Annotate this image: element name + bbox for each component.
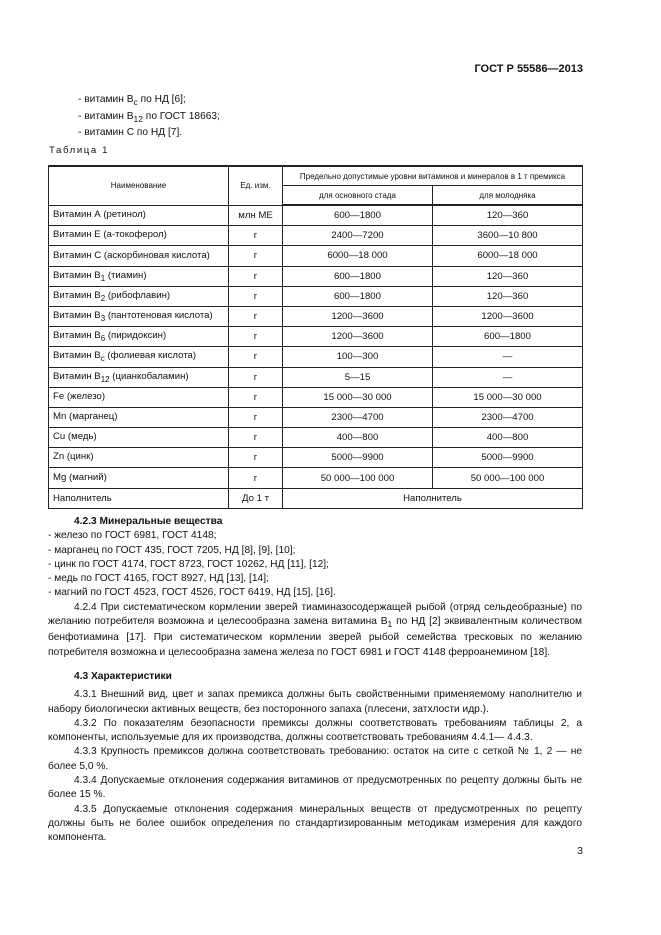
list-item <box>78 110 220 127</box>
table-row <box>49 367 583 387</box>
cell-unit: г <box>229 347 283 367</box>
cell-unit: млн МЕ <box>229 205 283 226</box>
cell-unit: г <box>229 468 283 488</box>
paragraph-4-2-4 <box>48 601 582 660</box>
subscript: c <box>133 97 138 108</box>
cell-main-herd: 15 000—30 000 <box>283 387 433 407</box>
list-item <box>78 93 220 110</box>
cell-young: 400—800 <box>433 428 583 448</box>
cell-main-herd: 600—1800 <box>283 286 433 306</box>
vitamin-mineral-table <box>48 165 583 509</box>
cell-text: Витамин А (ретинол) <box>53 208 146 220</box>
cell-unit: г <box>229 387 283 407</box>
subscript: 1 <box>100 273 106 283</box>
paragraph-text: по НД [2] эквивалентным количеством бенфотиамина [17]. При систематическом кормлении зверей рыбой семейства тресковых по желанию потребителя возможна и целесообразна замена железа по ГОСТ 6981 и ГОСТ 4148 ферроанемином [18]. <box>48 616 582 658</box>
cell-main-herd: 1200—3600 <box>283 327 433 347</box>
cell-unit: г <box>229 448 283 468</box>
cell-text: Zn (цинк) <box>53 451 94 463</box>
cell-name <box>49 205 229 226</box>
subscript: c <box>100 354 105 364</box>
table-row <box>49 387 583 407</box>
table-row <box>49 306 583 326</box>
cell-text: Витамин Е (а-токоферол) <box>53 229 167 241</box>
cell-unit: г <box>229 286 283 306</box>
cell-value: Наполнитель <box>283 488 583 508</box>
cell-young: 600—1800 <box>433 327 583 347</box>
cell-name <box>49 226 229 246</box>
cell-unit: До 1 т <box>229 488 283 508</box>
cell-young: 15 000—30 000 <box>433 387 583 407</box>
subscript: 2 <box>100 293 106 303</box>
list-item: - марганец по ГОСТ 435, ГОСТ 7205, НД [8], [9], [10]; <box>48 544 296 556</box>
table-row <box>49 226 583 246</box>
cell-name <box>49 286 229 306</box>
cell-main-herd: 2300—4700 <box>283 407 433 427</box>
cell-young: — <box>433 347 583 367</box>
cell-name <box>49 448 229 468</box>
table-row <box>49 246 583 266</box>
table-row <box>49 407 583 427</box>
paragraph-4-3-3: 4.3.3 Крупность премиксов должна соответствовать требованию: остаток на сите с сеткой № 1, 2 — не более 5,0 %. <box>48 746 582 772</box>
section-heading-4-2-3: 4.2.3 Минеральные вещества <box>74 516 223 527</box>
main-text <box>48 515 582 846</box>
cell-main-herd: 5000—9900 <box>283 448 433 468</box>
column-group-header: Предельно допустимые уровни витаминов и минералов в 1 т премикса <box>283 166 583 186</box>
cell-name <box>49 246 229 266</box>
subscript: 12 <box>100 374 110 384</box>
intro-vitamin-list <box>78 93 220 141</box>
paragraph-4-3-5: 4.3.5 Допускаемые отклонения содержания минеральных веществ от предусмотренных по рецепту должны быть не более ошибок определения по стандартизированным методикам измерения для каждого компонента. <box>48 803 582 844</box>
column-header-main-herd: для основного стада <box>283 186 433 206</box>
cell-main-herd: 400—800 <box>283 428 433 448</box>
table-row <box>49 468 583 488</box>
list-item-text: по ГОСТ 18663; <box>142 110 220 122</box>
cell-text: Витамин B <box>53 269 101 281</box>
cell-text: (пантотеновая кислота) <box>105 310 213 322</box>
cell-text: (цианкобаламин) <box>109 370 189 382</box>
section-heading-4-3: 4.3 Характеристики <box>74 671 172 682</box>
table-row <box>49 205 583 226</box>
table-row <box>49 266 583 286</box>
list-item-text: - витамин B <box>78 110 134 122</box>
cell-unit: г <box>229 327 283 347</box>
cell-text: (рибофлавин) <box>105 289 171 301</box>
subscript: 12 <box>133 113 143 124</box>
table-caption: Таблица 1 <box>49 145 110 156</box>
cell-unit: г <box>229 306 283 326</box>
cell-main-herd: 600—1800 <box>283 205 433 226</box>
cell-name <box>49 387 229 407</box>
cell-name <box>49 306 229 326</box>
cell-text: Витамин С (аскорбиновая кислота) <box>53 249 210 261</box>
cell-name <box>49 327 229 347</box>
cell-name <box>49 367 229 387</box>
cell-text: Cu (медь) <box>53 431 97 443</box>
table-row <box>49 428 583 448</box>
paragraph-4-3-4: 4.3.4 Допускаемые отклонения содержания витаминов от предусмотренных по рецепту должны быть не более 15 %. <box>48 775 582 801</box>
cell-unit: г <box>229 246 283 266</box>
cell-unit: г <box>229 407 283 427</box>
cell-name <box>49 266 229 286</box>
cell-young: 120—360 <box>433 205 583 226</box>
cell-unit: г <box>229 226 283 246</box>
cell-text: (пиридоксин) <box>105 330 167 342</box>
paragraph-text: 4.2.4 При систематическом кормлении зверей тиаминазосодержащей рыбой (отряд сельдеобразные) по желанию потребителя возможна и целесообразна замена витамина B <box>48 601 582 628</box>
cell-text: Fe (железо) <box>53 390 106 402</box>
cell-young: 120—360 <box>433 286 583 306</box>
column-header-unit: Ед. изм. <box>229 166 283 205</box>
cell-young: 1200—3600 <box>433 306 583 326</box>
subscript: 3 <box>100 313 106 323</box>
list-item: - медь по ГОСТ 4165, ГОСТ 8927, НД [13], [14]; <box>48 573 269 585</box>
table-row <box>49 327 583 347</box>
column-header-young: для молодняка <box>433 186 583 206</box>
table-row-filler <box>49 488 583 508</box>
cell-young: 3600—10 800 <box>433 226 583 246</box>
cell-text: Витамин B <box>53 310 101 322</box>
page-number: 3 <box>577 845 583 857</box>
cell-text: Mg (магний) <box>53 471 107 483</box>
list-item: - цинк по ГОСТ 4174, ГОСТ 8723, ГОСТ 10262, НД [11], [12]; <box>48 558 329 570</box>
list-item: - магний по ГОСТ 4523, ГОСТ 4526, ГОСТ 6419, НД [15], [16]. <box>48 587 336 599</box>
column-header-name: Наименование <box>49 166 229 205</box>
list-item <box>78 126 220 141</box>
cell-text: Витамин B <box>53 350 101 362</box>
list-item-text: - витамин B <box>78 94 134 105</box>
paragraph-4-3-2: 4.3.2 По показателям безопасности премиксы должны соответствовать требованиям таблицы 2, а компоненты, используемые для их производства, должны соответствовать требованиям 4.4.1— 4.4.3. <box>48 717 582 744</box>
cell-young: 50 000—100 000 <box>433 468 583 488</box>
list-item: - железо по ГОСТ 6981, ГОСТ 4148; <box>48 530 217 542</box>
cell-name <box>49 347 229 367</box>
standard-number: ГОСТ Р 55586—2013 <box>474 63 583 75</box>
cell-main-herd: 50 000—100 000 <box>283 468 433 488</box>
cell-name <box>49 428 229 448</box>
list-item-text: - витамин С по НД [7]. <box>78 127 183 139</box>
table-row <box>49 347 583 367</box>
cell-main-herd: 1200—3600 <box>283 306 433 326</box>
cell-name: Наполнитель <box>49 488 229 508</box>
cell-text: Витамин B <box>53 289 101 301</box>
subscript: 6 <box>100 334 106 344</box>
cell-main-herd: 2400—7200 <box>283 226 433 246</box>
cell-name <box>49 407 229 427</box>
cell-main-herd: 100—300 <box>283 347 433 367</box>
cell-text: Витамин B <box>53 370 101 382</box>
cell-young: 2300—4700 <box>433 407 583 427</box>
cell-unit: г <box>229 428 283 448</box>
cell-text: Витамин B <box>53 330 101 342</box>
cell-main-herd: 5—15 <box>283 367 433 387</box>
subscript: 1 <box>387 619 393 630</box>
cell-young: 5000—9900 <box>433 448 583 468</box>
table-row <box>49 286 583 306</box>
cell-young: — <box>433 367 583 387</box>
list-item-text: по НД [6]; <box>137 94 186 105</box>
cell-young: 6000—18 000 <box>433 246 583 266</box>
table-row <box>49 448 583 468</box>
cell-name <box>49 468 229 488</box>
cell-unit: г <box>229 266 283 286</box>
cell-main-herd: 6000—18 000 <box>283 246 433 266</box>
cell-main-herd: 600—1800 <box>283 266 433 286</box>
cell-text: Mn (марганец) <box>53 411 118 423</box>
paragraph-4-3-1: 4.3.1 Внешний вид, цвет и запах премикса должны быть свойственными применяемому наполнителю и набору биологически активных веществ, без посторонного запаха (плесени, затхлости идр.). <box>48 689 582 715</box>
cell-text: (тиамин) <box>105 269 147 281</box>
cell-young: 120—360 <box>433 266 583 286</box>
cell-unit: г <box>229 367 283 387</box>
cell-text: (фолиевая кислота) <box>104 350 197 362</box>
